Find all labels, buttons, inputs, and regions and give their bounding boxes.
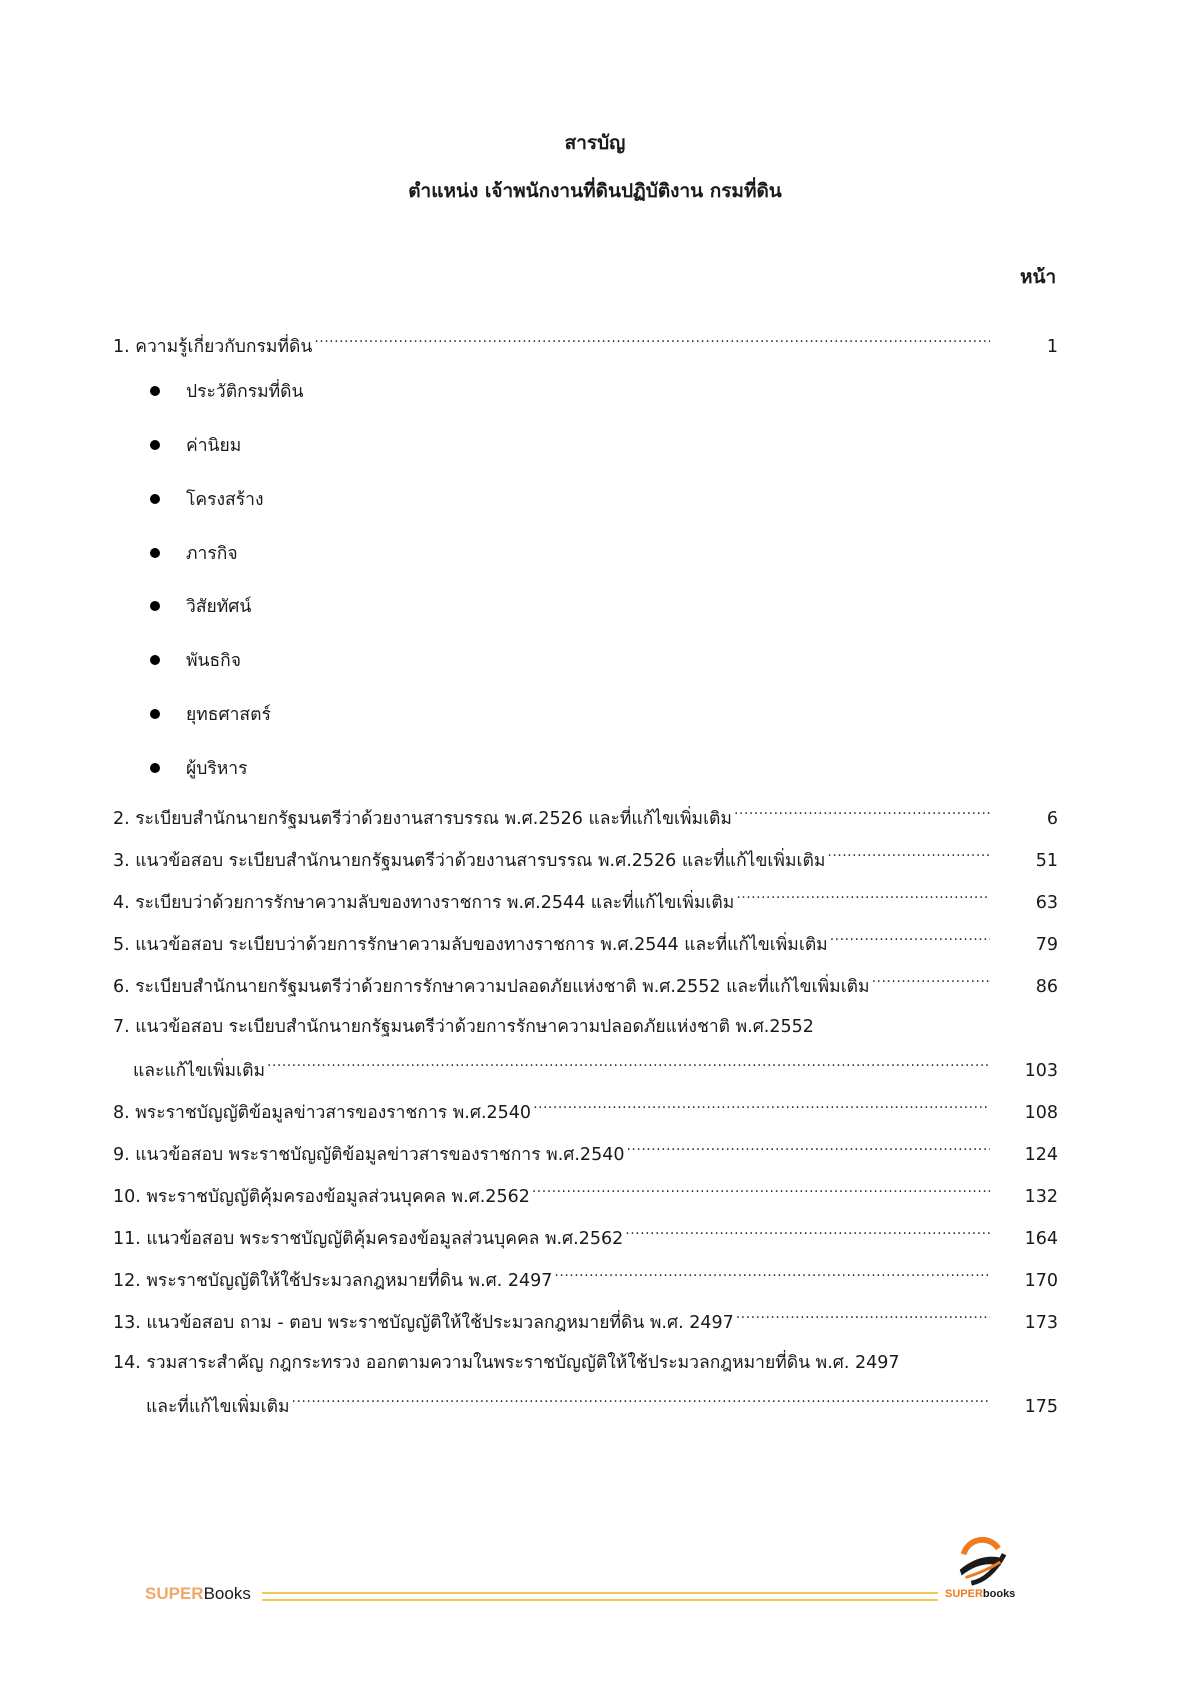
toc-entry[interactable] bbox=[113, 844, 1058, 874]
bullet-icon bbox=[150, 601, 160, 611]
bullet-item bbox=[150, 539, 238, 567]
bullet-icon bbox=[150, 494, 160, 504]
toc-entry-page: 63 bbox=[1035, 893, 1058, 913]
bullet-text: โครงสร้าง bbox=[186, 490, 264, 510]
toc-entry[interactable] bbox=[146, 1390, 1058, 1420]
toc-entry-text: 5. แนวข้อสอบ ระเบียบว่าด้วยการรักษาความลับของทางราชการ พ.ศ.2544 และที่แก้ไขเพิ่มเติม bbox=[113, 935, 828, 955]
brand-super-text: SUPER bbox=[145, 1584, 204, 1603]
toc-entry-text: 13. แนวข้อสอบ ถาม - ตอบ พระราชบัญญัติให้ใช้ประมวลกฎหมายที่ดิน พ.ศ. 2497 bbox=[113, 1313, 734, 1333]
dot-leader bbox=[830, 928, 990, 950]
footer-brand-left bbox=[145, 1584, 251, 1604]
dot-leader bbox=[734, 802, 990, 824]
bullet-text: ยุทธศาสตร์ bbox=[186, 705, 271, 725]
toc-entry[interactable] bbox=[113, 886, 1058, 916]
dot-leader bbox=[532, 1180, 990, 1202]
toc-entry-text: 9. แนวข้อสอบ พระราชบัญญัติข้อมูลข่าวสารของราชการ พ.ศ.2540 bbox=[113, 1145, 625, 1165]
toc-entry[interactable] bbox=[113, 970, 1058, 1000]
toc-entry-page: 51 bbox=[1035, 851, 1058, 871]
bullet-item bbox=[150, 592, 251, 620]
dot-leader bbox=[314, 330, 990, 352]
toc-entry-text: 6. ระเบียบสำนักนายกรัฐมนตรีว่าด้วยการรักษาความปลอดภัยแห่งชาติ พ.ศ.2552 และที่แก้ไขเพิ่มเติม bbox=[113, 977, 870, 997]
footer-divider bbox=[262, 1592, 938, 1601]
toc-entry[interactable] bbox=[113, 1222, 1058, 1252]
brand-super-text: SUPER bbox=[945, 1588, 983, 1600]
toc-entry-page: 79 bbox=[1035, 935, 1058, 955]
document-subtitle: ตำแหน่ง เจ้าพนักงานที่ดินปฏิบัติงาน กรมที่ดิน bbox=[408, 180, 782, 202]
bullet-icon bbox=[150, 548, 160, 558]
dot-leader bbox=[554, 1264, 990, 1286]
toc-entry[interactable] bbox=[113, 802, 1058, 832]
brand-books-text: books bbox=[982, 1588, 1016, 1600]
toc-entry-continuation: และที่แก้ไขเพิ่มเติม bbox=[146, 1397, 290, 1417]
bullet-icon bbox=[150, 709, 160, 719]
toc-entry-text: 1. ความรู้เกี่ยวกับกรมที่ดิน bbox=[113, 337, 313, 357]
dot-leader bbox=[292, 1390, 990, 1412]
dot-leader bbox=[872, 970, 990, 992]
bullet-text: ผู้บริหาร bbox=[186, 759, 248, 779]
bullet-text: ประวัติกรมที่ดิน bbox=[186, 382, 304, 402]
bullet-item bbox=[150, 646, 241, 674]
bullet-icon bbox=[150, 655, 160, 665]
bullet-text: ค่านิยม bbox=[186, 436, 242, 456]
toc-entry-page: 132 bbox=[1024, 1187, 1058, 1207]
dot-leader bbox=[736, 886, 990, 908]
superbooks-logo-icon bbox=[952, 1533, 1010, 1591]
dot-leader bbox=[625, 1222, 990, 1244]
toc-entry[interactable] bbox=[133, 1054, 1058, 1084]
page-column-header: หน้า bbox=[1020, 266, 1057, 288]
toc-entry-text: 4. ระเบียบว่าด้วยการรักษาความลับของทางราชการ พ.ศ.2544 และที่แก้ไขเพิ่มเติม bbox=[113, 893, 735, 913]
toc-entry[interactable] bbox=[113, 330, 1058, 360]
brand-books-text: Books bbox=[203, 1584, 251, 1603]
dot-leader bbox=[626, 1138, 990, 1160]
toc-entry-page: 1 bbox=[1046, 337, 1058, 357]
dot-leader bbox=[827, 844, 990, 866]
toc-entry-continuation: และแก้ไขเพิ่มเติม bbox=[133, 1061, 265, 1081]
toc-entry-page: 173 bbox=[1024, 1313, 1058, 1333]
dot-leader bbox=[533, 1096, 990, 1118]
toc-entry-text: 8. พระราชบัญญัติข้อมูลข่าวสารของราชการ พ.ศ.2540 bbox=[113, 1103, 532, 1123]
bullet-icon bbox=[150, 440, 160, 450]
toc-entry-page: 124 bbox=[1024, 1145, 1058, 1165]
toc-entry-text: 10. พระราชบัญญัติคุ้มครองข้อมูลส่วนบุคคล พ.ศ.2562 bbox=[113, 1187, 530, 1207]
bullet-item bbox=[150, 485, 264, 513]
toc-entry-page: 175 bbox=[1024, 1397, 1058, 1417]
toc-entry-text: 11. แนวข้อสอบ พระราชบัญญัติคุ้มครองข้อมูลส่วนบุคคล พ.ศ.2562 bbox=[113, 1229, 624, 1249]
bullet-item bbox=[150, 377, 304, 405]
bullet-item bbox=[150, 700, 271, 728]
dot-leader bbox=[267, 1054, 990, 1076]
bullet-text: วิสัยทัศน์ bbox=[186, 597, 252, 617]
toc-entry-page: 108 bbox=[1024, 1103, 1058, 1123]
toc-entry[interactable] bbox=[113, 1096, 1058, 1126]
toc-entry[interactable] bbox=[113, 1306, 1058, 1336]
bullet-item bbox=[150, 431, 241, 459]
toc-entry-text[interactable]: 14. รวมสาระสำคัญ กฎกระทรวง ออกตามความในพระราชบัญญัติให้ใช้ประมวลกฎหมายที่ดิน พ.ศ. 2497 bbox=[113, 1353, 900, 1373]
bullet-text: ภารกิจ bbox=[186, 544, 238, 564]
dot-leader bbox=[736, 1306, 990, 1328]
toc-entry-page: 86 bbox=[1035, 977, 1058, 997]
toc-entry[interactable] bbox=[113, 1138, 1058, 1168]
toc-entry-page: 170 bbox=[1024, 1271, 1058, 1291]
toc-entry[interactable] bbox=[113, 928, 1058, 958]
footer-brand-right bbox=[945, 1588, 1015, 1600]
toc-entry-page: 103 bbox=[1024, 1061, 1058, 1081]
toc-entry-page: 164 bbox=[1024, 1229, 1058, 1249]
toc-entry-text: 2. ระเบียบสำนักนายกรัฐมนตรีว่าด้วยงานสารบรรณ พ.ศ.2526 และที่แก้ไขเพิ่มเติม bbox=[113, 809, 732, 829]
toc-entry-page: 6 bbox=[1046, 809, 1058, 829]
bullet-text: พันธกิจ bbox=[186, 651, 242, 671]
toc-entry-text[interactable]: 7. แนวข้อสอบ ระเบียบสำนักนายกรัฐมนตรีว่าด้วยการรักษาความปลอดภัยแห่งชาติ พ.ศ.2552 bbox=[113, 1017, 814, 1037]
toc-entry[interactable] bbox=[113, 1264, 1058, 1294]
bullet-icon bbox=[150, 763, 160, 773]
document-title: สารบัญ bbox=[564, 132, 626, 154]
toc-entry-text: 12. พระราชบัญญัติให้ใช้ประมวลกฎหมายที่ดิน พ.ศ. 2497 bbox=[113, 1271, 553, 1291]
bullet-item bbox=[150, 754, 248, 782]
toc-entry[interactable] bbox=[113, 1180, 1058, 1210]
bullet-icon bbox=[150, 386, 160, 396]
toc-entry-text: 3. แนวข้อสอบ ระเบียบสำนักนายกรัฐมนตรีว่าด้วยงานสารบรรณ พ.ศ.2526 และที่แก้ไขเพิ่มเติม bbox=[113, 851, 826, 871]
